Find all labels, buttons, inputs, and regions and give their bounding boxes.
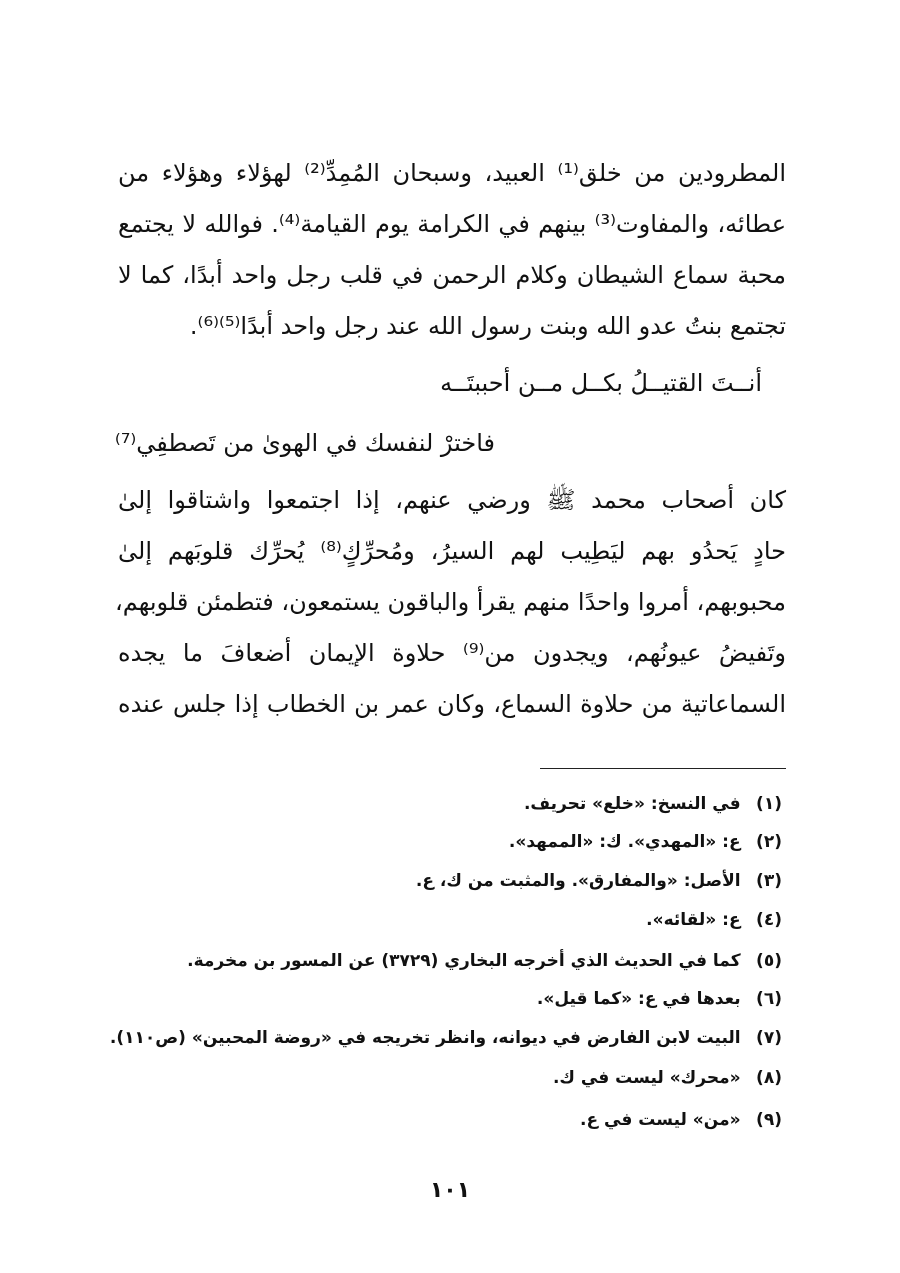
footnote [114,830,782,854]
footnote-number: (٥) [756,951,782,971]
footnote [114,1108,782,1132]
footnote-text: في النسخ: «خلع» تحريف. [523,794,741,814]
footnote-number: (٦) [756,989,782,1009]
footnote-number: (٣) [756,871,782,891]
footnote-number: (٨) [756,1068,782,1088]
footnote-text: كما في الحديث الذي أخرجه البخاري (٣٧٢٩) عن المسور بن مخرمة. [187,951,741,971]
body-line: المطرودين من خلق⁽¹⁾ العبيد، وسبحان المُمِدِّ⁽²⁾ لهؤلاء وهؤلاء من [118,159,786,187]
footnote [114,949,782,973]
footnote [109,1026,782,1050]
footnote [114,1066,782,1090]
footnote-number: (٧) [756,1028,782,1048]
footnote-text: ع: «المهدي». ك: «الممهد». [508,832,741,852]
body-line: تجتمع بنتُ عدو الله وبنت رسول الله عند رجل واحد أبدًا⁽⁵⁾⁽⁶⁾. [189,312,786,340]
footnote-text: ع: «لقائه». [646,910,741,930]
footnote [114,908,782,932]
body-line: وتَفيضُ عيونُهم، ويجدون من⁽⁹⁾ حلاوة الإيمان أضعافَ ما يجده [118,639,786,667]
verse-line-1: أنــتَ القتيــلُ بكــل مــن أحببتَــه [440,369,762,397]
body-line: محبوبهم، أمروا واحدًا منهم يقرأ والباقون يستمعون، فتطمئن قلوبهم، [115,588,786,616]
body-line: محبة سماع الشيطان وكلام الرحمن في قلب رجل واحد أبدًا، كما لا [118,261,786,289]
body-line: السماعاتية من حلاوة السماع، وكان عمر بن الخطاب إذا جلس عنده [118,690,786,718]
verse-line-2: فاخترْ لنفسك في الهوىٰ من تَصطفِي⁽⁷⁾ [114,429,495,457]
footnote [114,792,782,816]
footnote [114,987,782,1011]
footnote-number: (٤) [756,910,782,930]
body-line: حادٍ يَحدُو بهم ليَطِيب لهم السيرُ، ومُحرِّكٍ⁽⁸⁾ يُحرِّك قلوبَهم إلىٰ [118,537,786,565]
footnote-number: (٢) [756,832,782,852]
footnote-separator [540,768,786,769]
body-line: عطائه، والمفاوت⁽³⁾ بينهم في الكرامة يوم القيامة⁽⁴⁾. فوالله لا يجتمع [118,210,787,238]
footnote [114,869,782,893]
footnote-text: بعدها في ع: «كما قيل». [536,989,741,1009]
footnote-text: الأصل: «والمفارق». والمثبت من ك، ع. [415,871,741,891]
body-line: كان أصحاب محمد ﷺ ورضي عنهم، إذا اجتمعوا واشتاقوا إلىٰ [118,486,786,514]
footnote-text: البيت لابن الفارض في ديوانه، وانظر تخريجه في «روضة المحبين» (ص١١٠). [109,1028,741,1048]
page-number: ١٠١ [429,1178,471,1203]
footnote-number: (١) [756,794,782,814]
footnote-text: «من» ليست في ع. [580,1110,741,1130]
footnote-text: «محرك» ليست في ك. [552,1068,741,1088]
footnote-number: (٩) [756,1110,782,1130]
